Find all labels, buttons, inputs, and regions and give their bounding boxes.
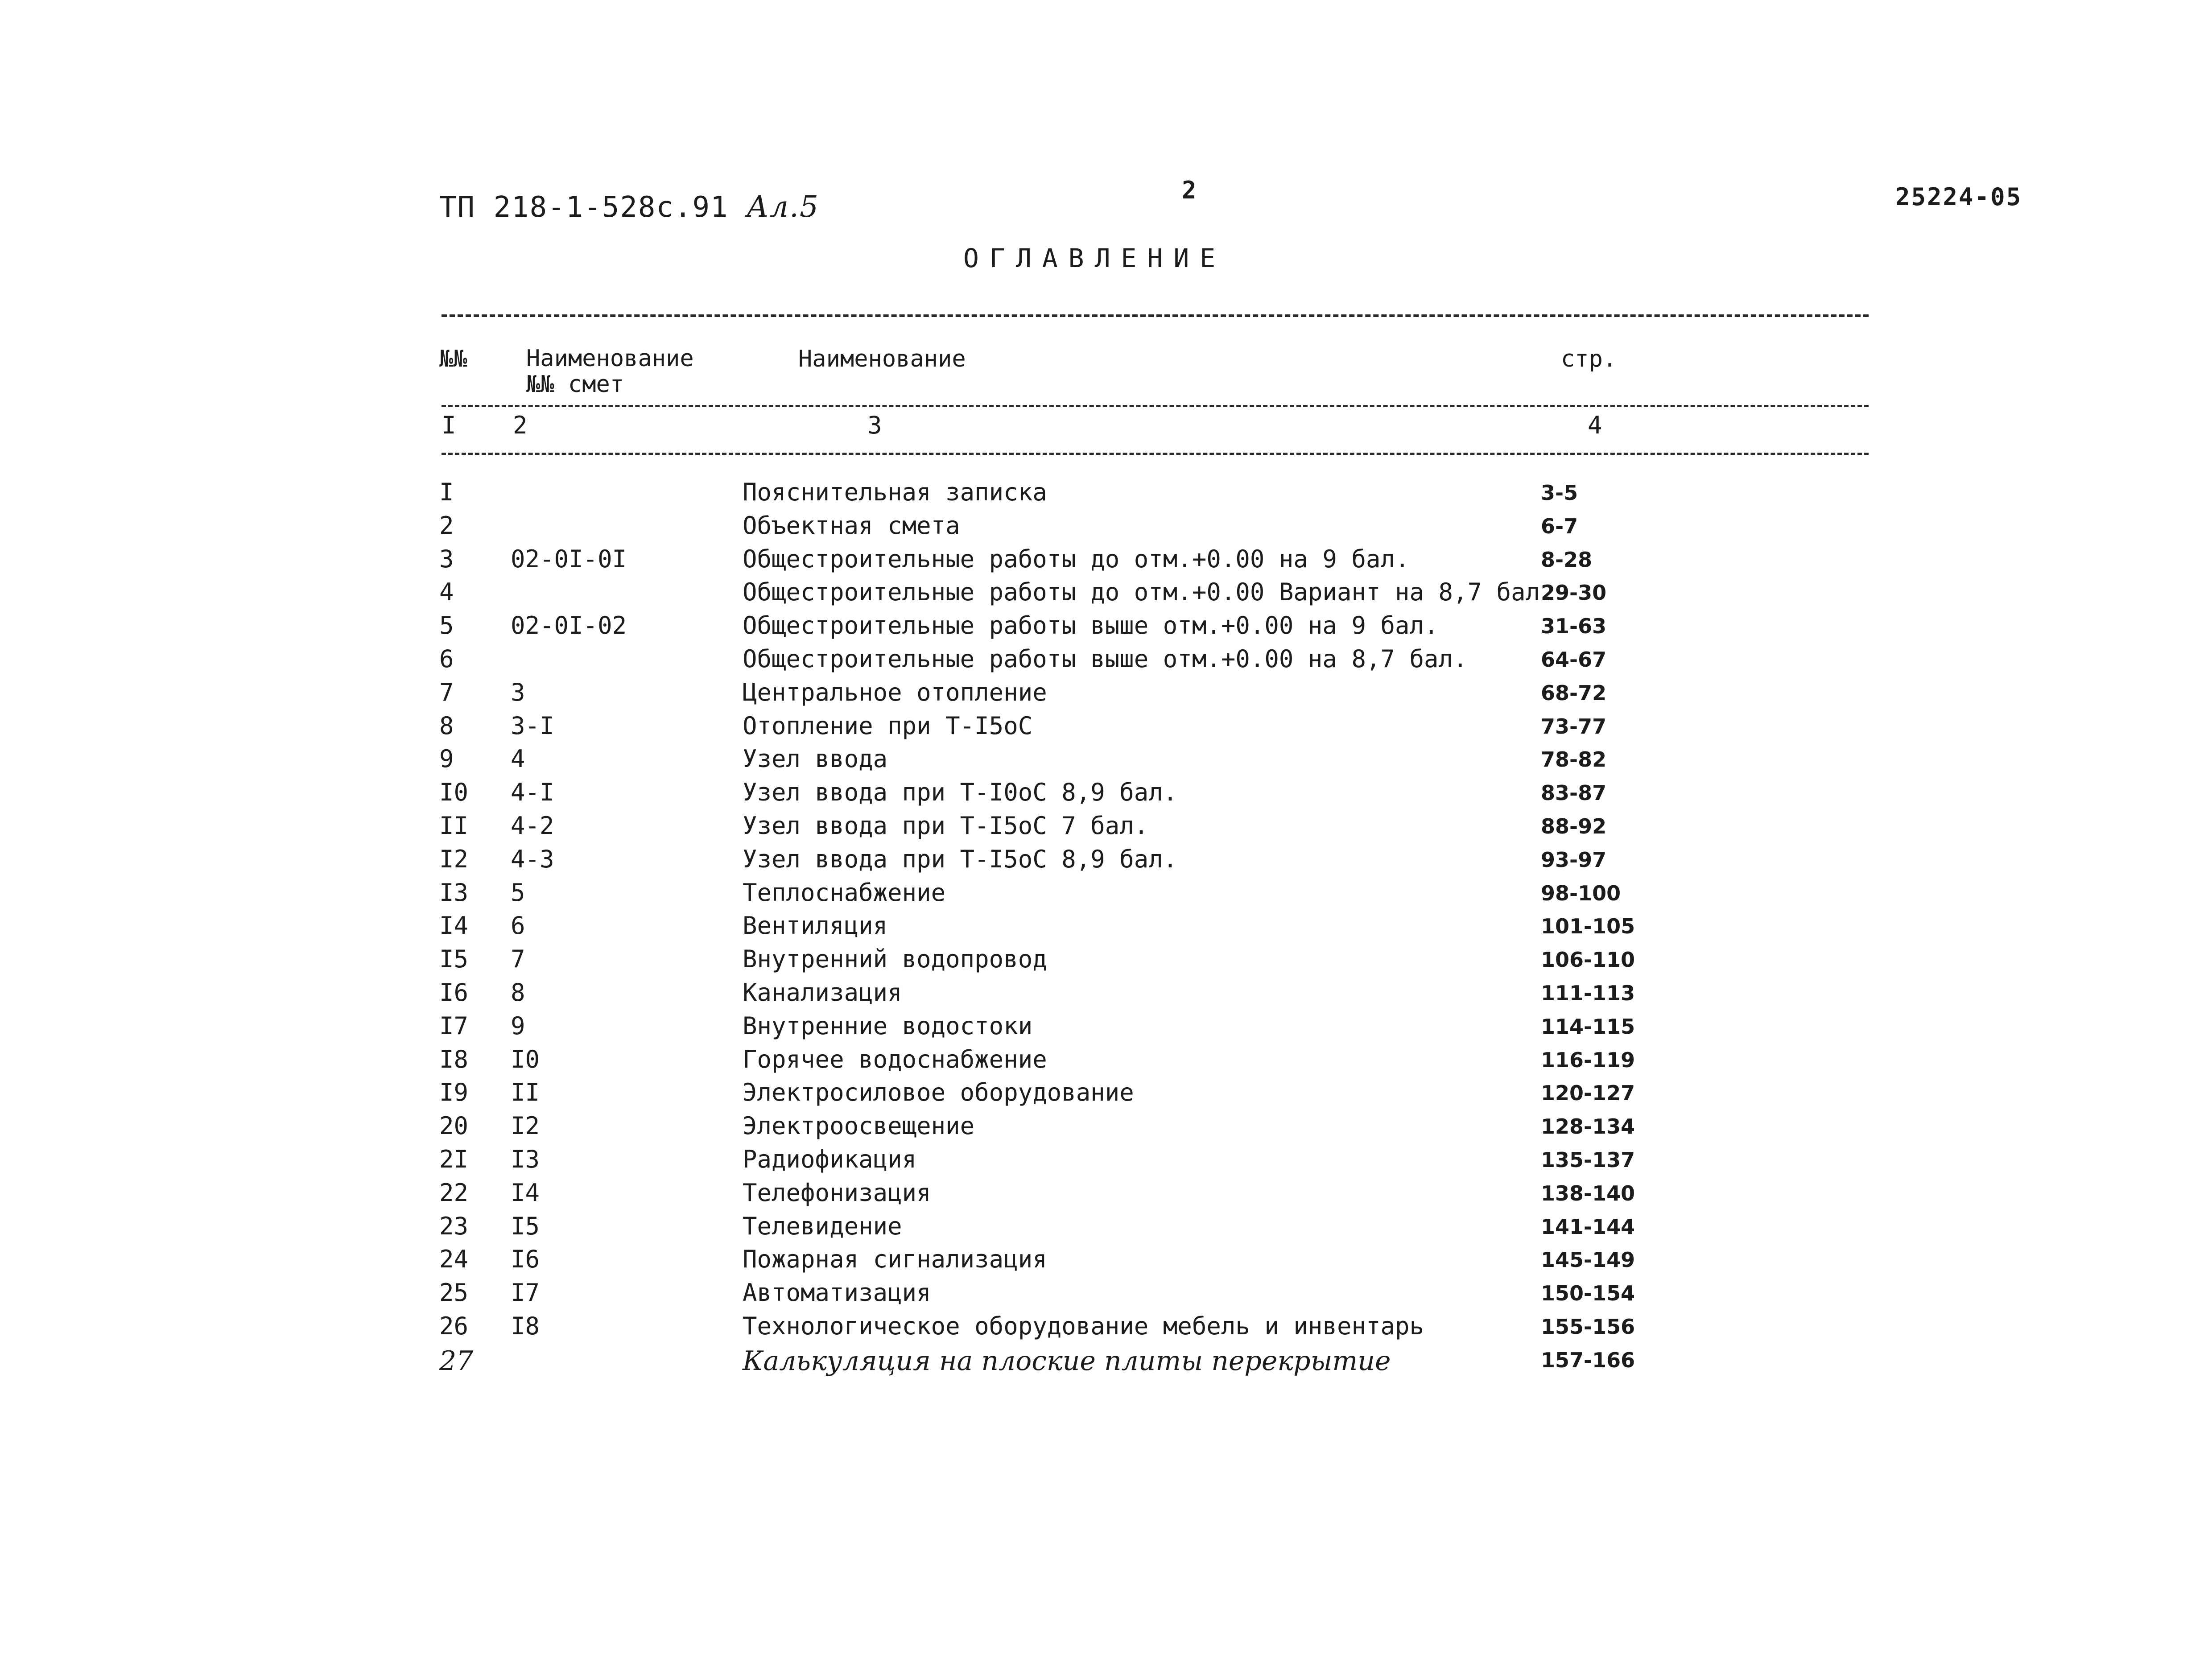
table-row (0, 1045, 2212, 1079)
table-row (0, 879, 2212, 912)
row-estimate: 8 (511, 978, 525, 1007)
row-estimate: 4-I (511, 778, 554, 806)
row-estimate: I6 (511, 1245, 540, 1273)
table-row (0, 945, 2212, 978)
row-estimate: 9 (511, 1012, 525, 1040)
row-name: Вентиляция (743, 912, 888, 940)
table-row (0, 1279, 2212, 1312)
row-estimate: I0 (511, 1045, 540, 1073)
row-estimate: I8 (511, 1312, 540, 1340)
table-row (0, 1179, 2212, 1212)
row-name: Теплоснабжение (743, 879, 946, 907)
col-header-name: Наименование (798, 346, 966, 372)
row-estimate: I5 (511, 1212, 540, 1240)
row-pages: 114-115 (1541, 1015, 1635, 1039)
row-estimate: 4-3 (511, 845, 554, 873)
row-pages: 120-127 (1541, 1081, 1635, 1105)
row-name: Общестроительные работы до отм.+0.00 Вариант на 8,7 бал. (743, 578, 1555, 606)
row-pages: 93-97 (1541, 848, 1607, 872)
row-number: I8 (439, 1045, 469, 1073)
row-number: 6 (439, 645, 454, 673)
row-name: Внутренние водостоки (743, 1012, 1033, 1040)
row-number: 24 (439, 1245, 469, 1273)
doc-code-text: ТП 218-1-528с.91 (439, 191, 729, 224)
table-row (0, 678, 2212, 712)
row-name: Отопление при Т-I5оС (743, 712, 1033, 740)
row-name: Горячее водоснабжение (743, 1045, 1047, 1073)
table-row (0, 512, 2212, 545)
row-name: Узел ввода при Т-I5оС 8,9 бал. (743, 845, 1178, 873)
row-estimate: 5 (511, 879, 525, 907)
row-name: Узел ввода при Т-I5оС 7 бал. (743, 812, 1149, 840)
row-pages: 64-67 (1541, 648, 1607, 672)
row-name: Общестроительные работы выше отм.+0.00 на 9 бал. (743, 611, 1439, 640)
row-estimate: I4 (511, 1179, 540, 1207)
row-name: Электросиловое оборудование (743, 1078, 1134, 1106)
row-pages: 150-154 (1541, 1281, 1635, 1305)
table-row (0, 1112, 2212, 1145)
row-pages: 141-144 (1541, 1215, 1635, 1239)
page-number: 2 (1182, 176, 1197, 204)
row-pages: 73-77 (1541, 714, 1607, 739)
archive-number: 25224-05 (1895, 183, 2022, 211)
row-name: Общестроительные работы до отм.+0.00 на 9 бал. (743, 545, 1410, 573)
col-number-2: 2 (513, 411, 528, 439)
row-pages: 88-92 (1541, 814, 1607, 838)
row-name: Радиофикация (743, 1145, 917, 1173)
row-pages: 68-72 (1541, 681, 1607, 705)
row-number: 3 (439, 545, 454, 573)
header-divider-rule (442, 405, 1869, 407)
row-pages: 78-82 (1541, 747, 1607, 772)
row-name: Автоматизация (743, 1279, 931, 1307)
table-top-rule (442, 314, 1869, 317)
row-name: Технологическое оборудование мебель и инвентарь (743, 1312, 1424, 1340)
row-pages: 31-63 (1541, 614, 1607, 638)
row-estimate: 7 (511, 945, 525, 973)
table-row (0, 978, 2212, 1012)
row-name: Телевидение (743, 1212, 902, 1240)
row-name: Канализация (743, 978, 902, 1007)
row-number: 22 (439, 1179, 469, 1207)
row-number: 23 (439, 1212, 469, 1240)
row-pages: 138-140 (1541, 1181, 1635, 1205)
row-pages: 145-149 (1541, 1248, 1635, 1272)
table-row (0, 645, 2212, 678)
row-pages: 8-28 (1541, 548, 1593, 572)
table-row (0, 1212, 2212, 1246)
row-number: 2 (439, 512, 454, 540)
row-name: Пояснительная записка (743, 478, 1047, 506)
row-number: 20 (439, 1112, 469, 1140)
table-row (0, 1078, 2212, 1112)
row-number: 2I (439, 1145, 469, 1173)
row-name: Телефонизация (743, 1179, 931, 1207)
row-estimate: II (511, 1078, 540, 1106)
row-number: 7 (439, 678, 454, 706)
row-name: Электроосвещение (743, 1112, 975, 1140)
row-estimate: I7 (511, 1279, 540, 1307)
table-row (0, 712, 2212, 745)
row-estimate: 3-I (511, 712, 554, 740)
row-estimate: 4 (511, 745, 525, 773)
row-estimate: 02-0I-0I (511, 545, 627, 573)
row-pages: 3-5 (1541, 481, 1578, 505)
row-name: Узел ввода (743, 745, 888, 773)
row-number: II (439, 812, 469, 840)
row-number: 26 (439, 1312, 469, 1340)
col-number-3: 3 (867, 411, 882, 439)
col-number-4: 4 (1588, 411, 1602, 439)
row-pages: 98-100 (1541, 881, 1621, 905)
row-estimate: I3 (511, 1145, 540, 1173)
row-number: I7 (439, 1012, 469, 1040)
row-number: I0 (439, 778, 469, 806)
row-name: Центральное отопление (743, 678, 1047, 706)
row-estimate: 3 (511, 678, 525, 706)
row-name: Узел ввода при Т-I0оС 8,9 бал. (743, 778, 1178, 806)
table-row (0, 912, 2212, 945)
row-estimate: 02-0I-02 (511, 611, 627, 640)
row-name: Общестроительные работы выше отм.+0.00 на 8,7 бал. (743, 645, 1468, 673)
col-number-1: I (442, 411, 456, 439)
row-number: 5 (439, 611, 454, 640)
row-pages: 111-113 (1541, 981, 1635, 1005)
row-number: I2 (439, 845, 469, 873)
row-number: 27 (439, 1345, 474, 1377)
row-name: Объектная смета (743, 512, 960, 540)
table-row (0, 812, 2212, 845)
row-number: I6 (439, 978, 469, 1007)
row-name: Внутренний водопровод (743, 945, 1047, 973)
table-row (0, 1145, 2212, 1179)
row-name: Пожарная сигнализация (743, 1245, 1047, 1273)
row-pages: 29-30 (1541, 581, 1607, 605)
table-row (0, 611, 2212, 645)
row-pages: 106-110 (1541, 948, 1635, 972)
row-pages: 101-105 (1541, 914, 1635, 938)
table-row (0, 1012, 2212, 1045)
row-number: 4 (439, 578, 454, 606)
table-row (0, 778, 2212, 812)
page-title: ОГЛАВЛЕНИЕ (963, 243, 1226, 273)
table-row (0, 845, 2212, 879)
document-code (439, 190, 819, 224)
row-pages: 6-7 (1541, 514, 1578, 538)
row-pages: 155-156 (1541, 1315, 1635, 1339)
row-pages: 135-137 (1541, 1148, 1635, 1172)
row-pages: 157-166 (1541, 1348, 1635, 1372)
row-estimate: 6 (511, 912, 525, 940)
album-label: Ал.5 (747, 190, 820, 224)
row-pages: 83-87 (1541, 781, 1607, 805)
column-numbers-rule (442, 453, 1869, 455)
row-number: I9 (439, 1078, 469, 1106)
row-name: Калькуляция на плоские плиты перекрытие (743, 1345, 1391, 1377)
row-number: I5 (439, 945, 469, 973)
col-header-estimate: Наименование №№ смет (526, 345, 694, 398)
table-row (0, 745, 2212, 778)
row-number: 8 (439, 712, 454, 740)
table-row (0, 1245, 2212, 1279)
table-row (0, 545, 2212, 578)
row-pages: 128-134 (1541, 1114, 1635, 1139)
row-number: 9 (439, 745, 454, 773)
table-row (0, 478, 2212, 512)
row-estimate: 4-2 (511, 812, 554, 840)
row-estimate: I2 (511, 1112, 540, 1140)
table-row (0, 578, 2212, 611)
col-header-number: №№ (439, 346, 467, 372)
row-number: I4 (439, 912, 469, 940)
row-pages: 116-119 (1541, 1048, 1635, 1072)
table-row (0, 1312, 2212, 1345)
row-number: I3 (439, 879, 469, 907)
row-number: 25 (439, 1279, 469, 1307)
row-number: I (439, 478, 454, 506)
table-row (0, 1345, 2212, 1379)
col-header-pages: стр. (1561, 346, 1617, 372)
